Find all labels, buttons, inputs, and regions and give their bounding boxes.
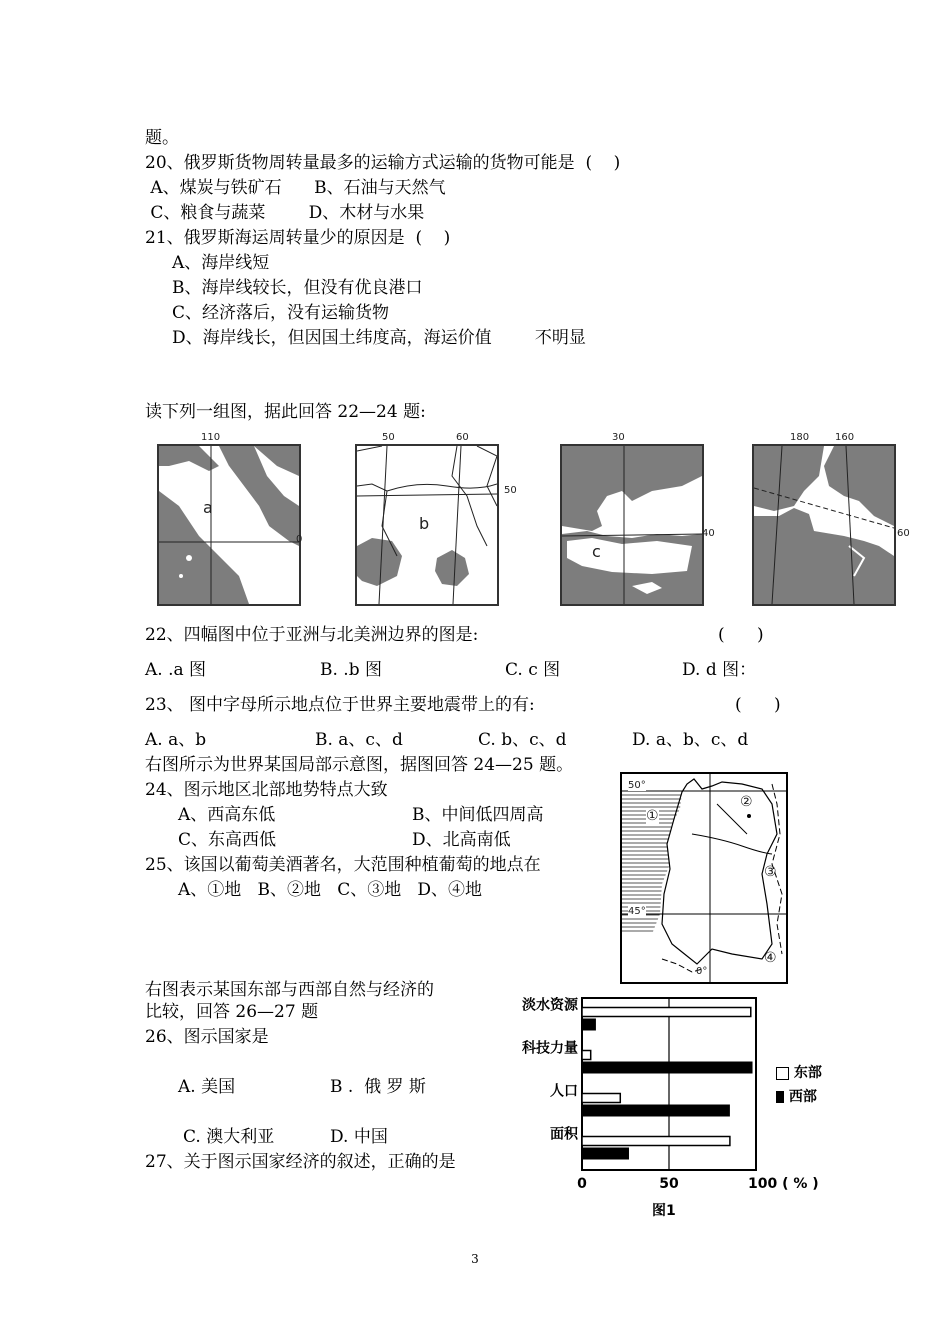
bar-west bbox=[582, 1062, 753, 1074]
maps-intro: 读下列一组图，据此回答 22—24 题: bbox=[145, 402, 426, 422]
x-tick-label: 100 ( % ) bbox=[748, 1176, 819, 1192]
question-24: 24、图示地区北部地势特点大致 bbox=[145, 780, 388, 800]
map-d-top-tick-2: 160 bbox=[835, 432, 855, 443]
france-intro: 右图所示为世界某国局部示意图，据图回答 24—25 题。 bbox=[145, 755, 574, 775]
q23-option-d: D. a、b、c、d bbox=[632, 730, 749, 750]
q24-option-d: D、北高南低 bbox=[412, 830, 511, 850]
question-21: 21、俄罗斯海运周转量少的原因是 ( ) bbox=[145, 228, 451, 248]
france-lat-top: 50° bbox=[628, 780, 646, 791]
map-b-top-tick-1: 50 bbox=[382, 432, 395, 443]
q26-option-c: C. 澳大利亚 bbox=[183, 1127, 275, 1147]
chart-intro-1: 右图表示某国东部与西部自然与经济的 bbox=[145, 980, 434, 1000]
q22-option-c: C. c 图 bbox=[505, 660, 561, 680]
q20-options-cd: C、粮食与蔬菜 D、木材与水果 bbox=[145, 203, 425, 223]
category-label: 面积 bbox=[550, 1126, 578, 1143]
france-mark-1: ① bbox=[646, 808, 659, 824]
question-22: 22、四幅图中位于亚洲与北美洲边界的图是: bbox=[145, 625, 479, 645]
map-c-top-tick: 30 bbox=[612, 432, 625, 443]
bar-west bbox=[582, 1105, 730, 1117]
map-a-top-tick: 110 bbox=[201, 432, 221, 443]
legend-east-label: 东部 bbox=[793, 1065, 822, 1081]
question-23-bracket: ( ) bbox=[735, 695, 781, 715]
map-b bbox=[355, 444, 499, 606]
france-mark-2: ② bbox=[740, 794, 753, 810]
question-25: 25、该国以葡萄美酒著名，大范围种植葡萄的地点在 bbox=[145, 855, 541, 875]
map-b-top-tick-2: 60 bbox=[456, 432, 469, 443]
bar-west bbox=[582, 1148, 629, 1160]
map-a bbox=[157, 444, 301, 606]
q26-option-d: D. 中国 bbox=[330, 1127, 388, 1147]
france-mark-3: ③ bbox=[764, 864, 777, 880]
france-lon: 0° bbox=[696, 966, 708, 977]
bar-west bbox=[582, 1019, 596, 1031]
q21-option-a: A、海岸线短 bbox=[172, 253, 270, 273]
q25-options: A、①地 B、②地 C、③地 D、④地 bbox=[178, 880, 483, 900]
bar-east bbox=[582, 1137, 730, 1146]
q26-option-a: A. 美国 bbox=[178, 1077, 236, 1097]
page-number: 3 bbox=[471, 1252, 479, 1266]
question-26: 26、图示国家是 bbox=[145, 1027, 269, 1047]
q22-option-d: D. d 图： bbox=[682, 660, 757, 680]
france-lat-bottom: 45° bbox=[628, 906, 646, 917]
q23-option-b: B. a、c、d bbox=[315, 730, 403, 750]
bar-east bbox=[582, 1094, 620, 1103]
map-c-label: c bbox=[592, 542, 601, 561]
category-label: 淡水资源 bbox=[522, 997, 578, 1014]
chart-intro-2: 比较，回答 26—27 题 bbox=[145, 1002, 319, 1022]
map-b-label: b bbox=[419, 514, 430, 533]
map-b-right-tick: 50 bbox=[504, 485, 517, 496]
q23-option-a: A. a、b bbox=[145, 730, 207, 750]
map-a-label: a bbox=[203, 498, 213, 517]
q24-option-c: C、东高西低 bbox=[178, 830, 277, 850]
legend-west-swatch bbox=[776, 1091, 784, 1103]
category-label: 人口 bbox=[550, 1083, 578, 1100]
question-23: 23、 图中字母所示地点位于世界主要地震带上的有: bbox=[145, 695, 535, 715]
legend-west bbox=[776, 1086, 817, 1106]
map-d-drawing bbox=[754, 446, 894, 604]
france-mark-4: ④ bbox=[764, 950, 777, 966]
legend-east-swatch bbox=[776, 1067, 789, 1080]
q26-option-b: B . 俄 罗 斯 bbox=[330, 1077, 426, 1097]
q24-option-a: A、西高东低 bbox=[178, 805, 276, 825]
map-d-right-tick: 60 bbox=[897, 528, 910, 539]
map-a-right-tick: 0 bbox=[296, 534, 303, 545]
q22-option-b: B. .b 图 bbox=[320, 660, 382, 680]
map-a-drawing bbox=[159, 446, 299, 604]
legend-east bbox=[776, 1062, 822, 1082]
q21-option-c: C、经济落后，没有运输货物 bbox=[172, 303, 390, 323]
map-d bbox=[752, 444, 896, 606]
map-c-right-tick: 40 bbox=[702, 528, 715, 539]
x-tick-label: 50 bbox=[659, 1176, 679, 1192]
comparison-chart bbox=[500, 990, 840, 1220]
bar-east bbox=[582, 1008, 751, 1017]
q21-option-b: B、海岸线较长，但没有优良港口 bbox=[172, 278, 423, 298]
x-tick-label: 0 bbox=[577, 1176, 587, 1192]
q24-option-b: B、中间低四周高 bbox=[412, 805, 544, 825]
q23-option-c: C. b、c、d bbox=[478, 730, 567, 750]
chart-title: 图1 bbox=[652, 1203, 676, 1219]
q22-option-a: A. .a 图 bbox=[145, 660, 207, 680]
map-d-top-tick-1: 180 bbox=[790, 432, 810, 443]
question-22-bracket: ( ) bbox=[718, 625, 764, 645]
france-map bbox=[620, 772, 788, 984]
text-line: 题。 bbox=[145, 128, 179, 148]
france-map-drawing bbox=[622, 774, 786, 982]
q21-option-d: D、海岸线长，但因国土纬度高，海运价值 不明显 bbox=[172, 328, 586, 348]
map-c-drawing bbox=[562, 446, 702, 604]
map-c bbox=[560, 444, 704, 606]
question-27: 27、关于图示国家经济的叙述，正确的是 bbox=[145, 1152, 456, 1172]
category-label: 科技力量 bbox=[522, 1040, 578, 1057]
q20-options-ab: A、煤炭与铁矿石 B、石油与天然气 bbox=[145, 178, 446, 198]
question-20: 20、俄罗斯货物周转量最多的运输方式运输的货物可能是 ( ) bbox=[145, 153, 621, 173]
bar-east bbox=[582, 1051, 591, 1060]
legend-west-label: 西部 bbox=[788, 1089, 817, 1105]
